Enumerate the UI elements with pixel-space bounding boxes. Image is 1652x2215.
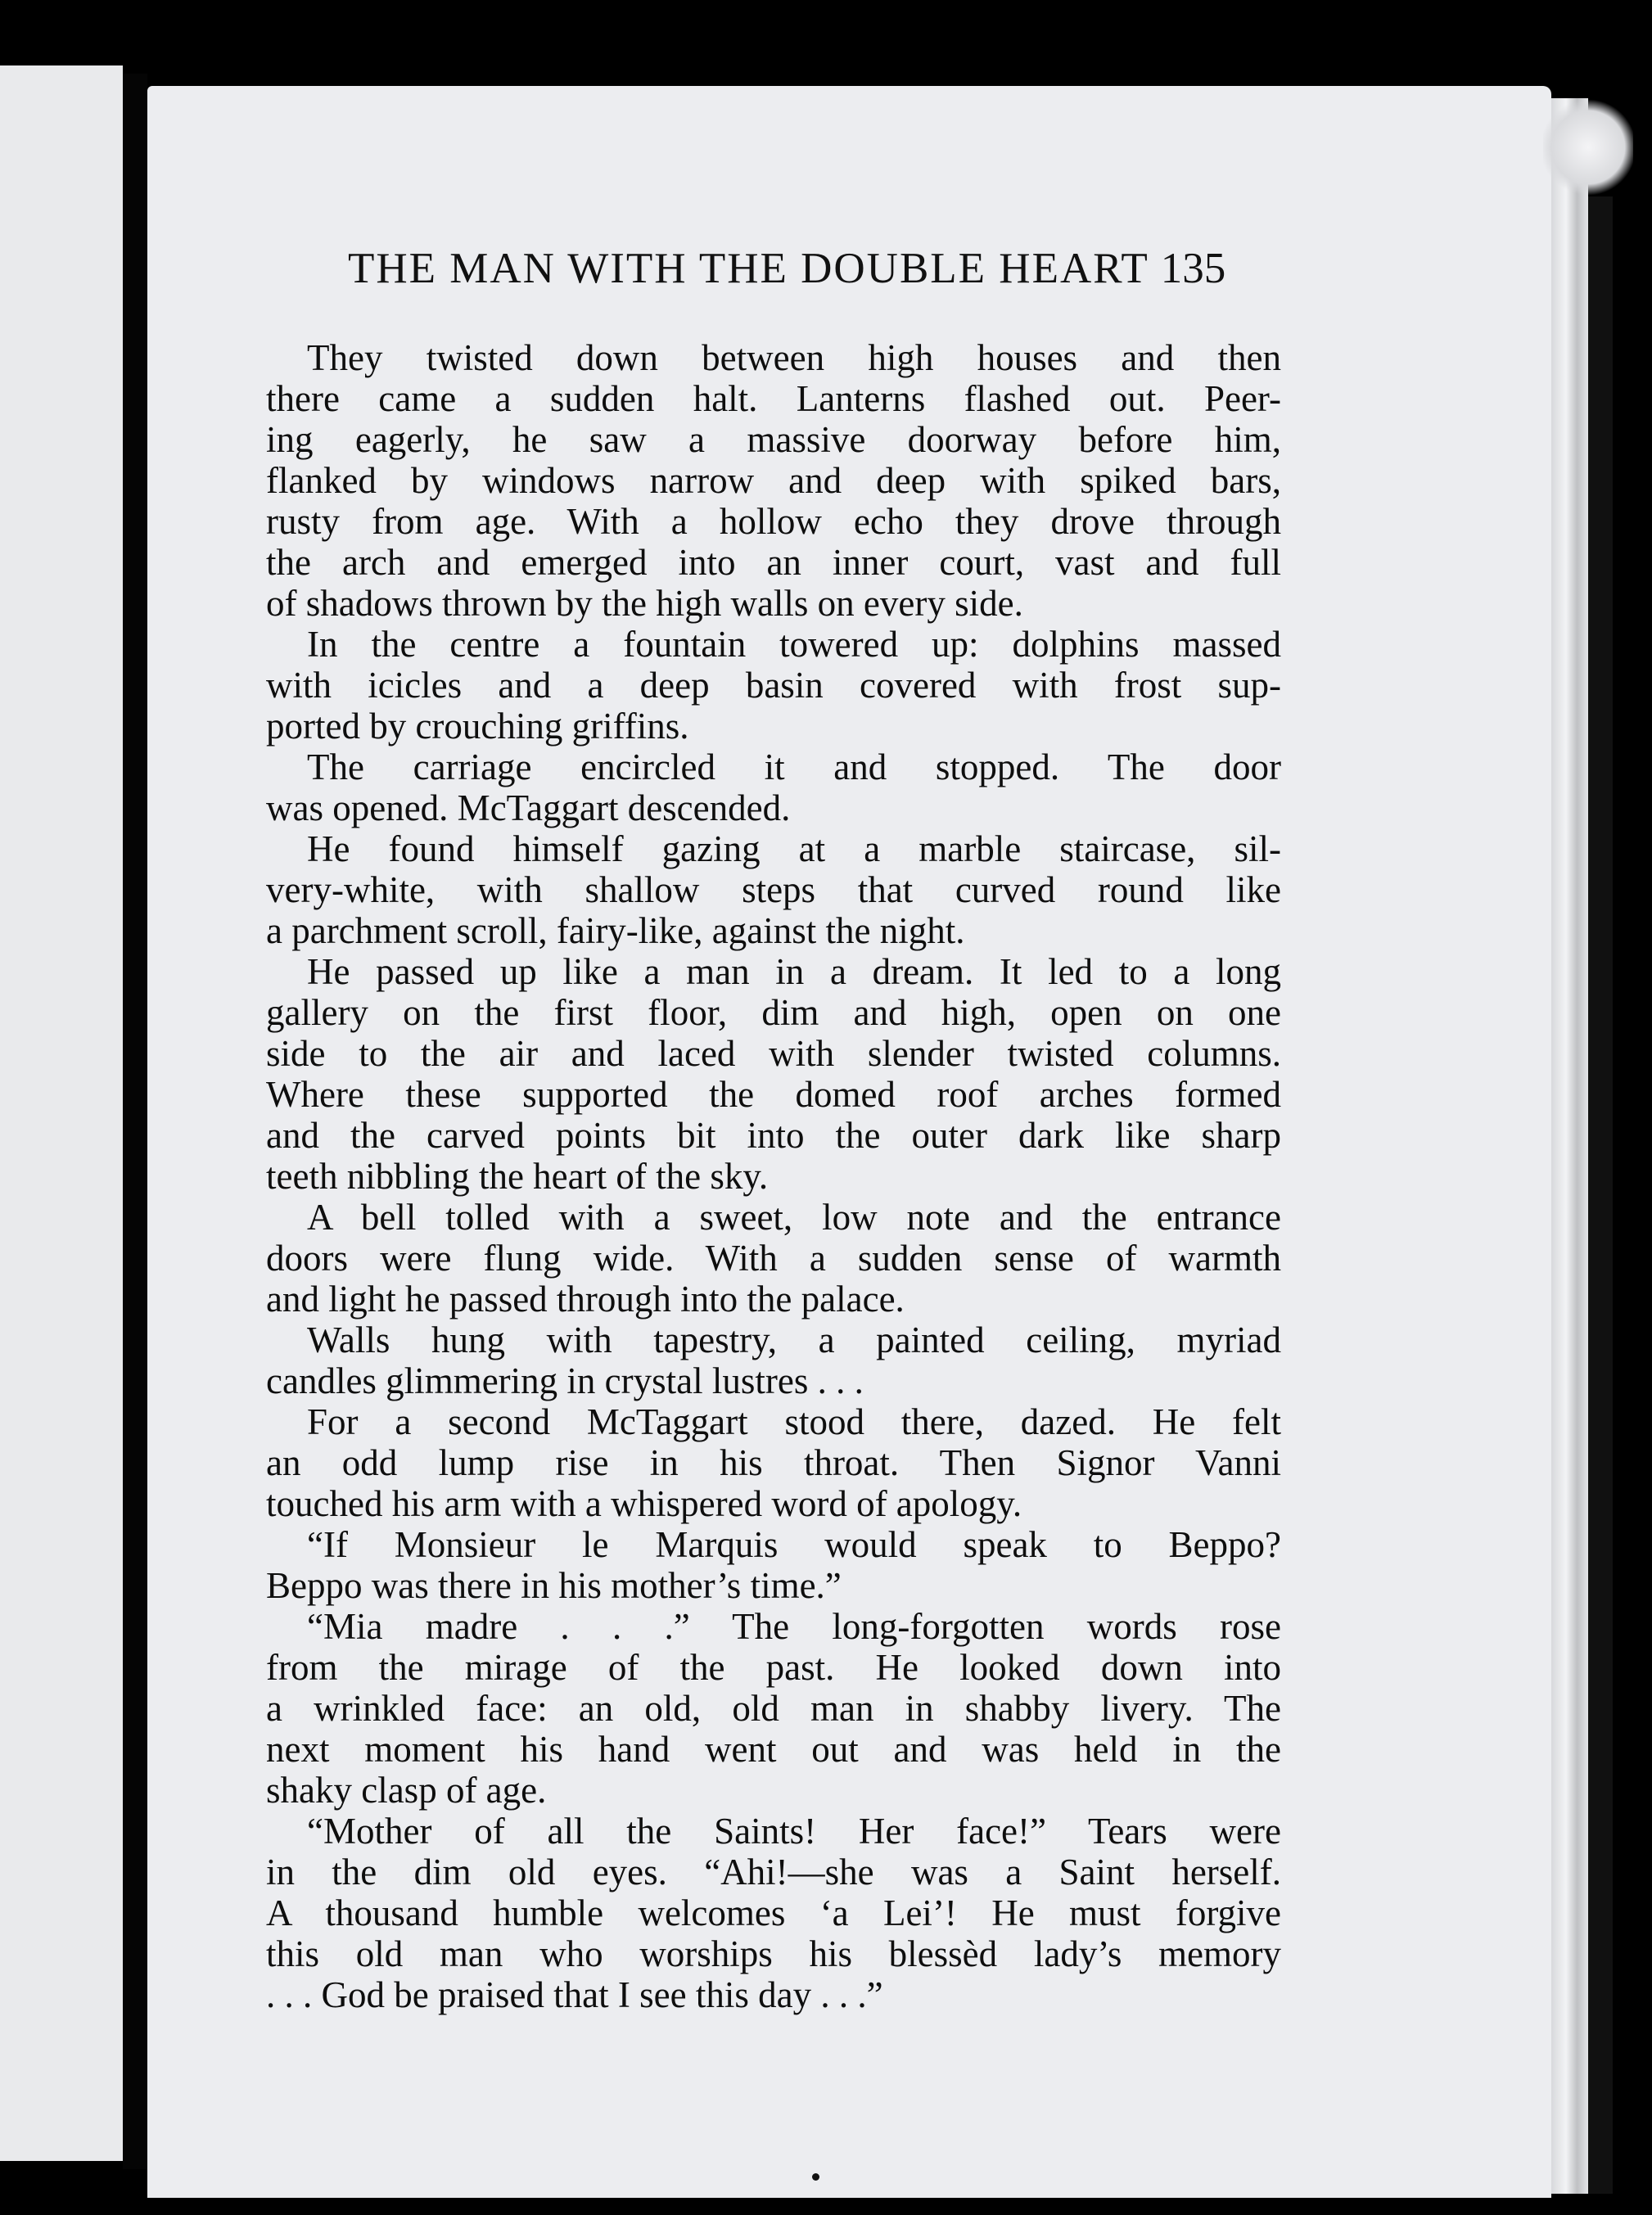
text-line: For a second McTaggart stood there, dazed. He felt xyxy=(307,1401,1281,1442)
text-line: He found himself gazing at a marble staircase, sil- xyxy=(307,828,1281,869)
text-line: the arch and emerged into an inner court, vast and full xyxy=(266,542,1281,583)
text-line: A thousand humble welcomes ‘a Lei’! He must forgive xyxy=(266,1892,1281,1933)
text-line: . . . God be praised that I see this day . . .” xyxy=(266,1974,883,2015)
text-line: there came a sudden halt. Lanterns flashed out. Peer- xyxy=(266,378,1281,419)
text-line: Beppo was there in his mother’s time.” xyxy=(266,1565,842,1606)
text-line: and light he passed through into the palace. xyxy=(266,1279,905,1320)
text-line: ported by crouching griffins. xyxy=(266,706,689,747)
text-line: from the mirage of the past. He looked down into xyxy=(266,1647,1281,1688)
page-corner-damage xyxy=(1543,98,1633,196)
text-line: The carriage encircled it and stopped. The door xyxy=(307,747,1281,787)
text-line: “Mother of all the Saints! Her face!” Tears were xyxy=(307,1811,1281,1852)
text-line: touched his arm with a whispered word of apology. xyxy=(266,1483,1022,1524)
book-cover-edge xyxy=(1588,196,1613,2194)
text-line: in the dim old eyes. “Ahi!—she was a Saint herself. xyxy=(266,1852,1281,1892)
page-number: 135 xyxy=(1160,245,1226,292)
text-line: candles glimmering in crystal lustres . . . xyxy=(266,1360,864,1401)
text-line: teeth nibbling the heart of the sky. xyxy=(266,1156,769,1197)
text-line: and the carved points bit into the outer dark like sharp xyxy=(266,1115,1281,1156)
printer-mark xyxy=(812,2173,819,2181)
text-line: “Mia madre . . .” The long-forgotten words rose xyxy=(307,1606,1281,1647)
running-head-title: THE MAN WITH THE DOUBLE HEART xyxy=(348,245,1149,292)
text-line: “If Monsieur le Marquis would speak to Beppo? xyxy=(307,1524,1281,1565)
text-line: a wrinkled face: an old, old man in shabby livery. The xyxy=(266,1688,1281,1729)
text-line: doors were flung wide. With a sudden sense of warmth xyxy=(266,1238,1281,1279)
text-line: very-white, with shallow steps that curved round like xyxy=(266,869,1281,910)
text-line: A bell tolled with a sweet, low note and the entrance xyxy=(307,1197,1281,1238)
text-line: an odd lump rise in his throat. Then Signor Vanni xyxy=(266,1442,1281,1483)
text-line: He passed up like a man in a dream. It led to a long xyxy=(307,951,1281,992)
page-edge-stack xyxy=(1551,98,1588,2194)
text-line: next moment his hand went out and was held in the xyxy=(266,1729,1281,1770)
text-line: In the centre a fountain towered up: dolphins massed xyxy=(307,624,1281,665)
book-gutter xyxy=(123,74,147,2169)
text-line: side to the air and laced with slender twisted columns. xyxy=(266,1033,1281,1074)
text-line: They twisted down between high houses and then xyxy=(307,337,1281,378)
text-line: Where these supported the domed roof arches formed xyxy=(266,1074,1281,1115)
text-line: this old man who worships his blessèd lady’s memory xyxy=(266,1933,1281,1974)
body-text xyxy=(266,337,1281,2015)
text-line: shaky clasp of age. xyxy=(266,1770,547,1811)
text-line: flanked by windows narrow and deep with spiked bars, xyxy=(266,460,1281,501)
facing-page-edge xyxy=(0,65,123,2161)
text-line: was opened. McTaggart descended. xyxy=(266,787,791,828)
text-line: a parchment scroll, fairy-like, against the night. xyxy=(266,910,965,951)
text-line: ing eagerly, he saw a massive doorway before him, xyxy=(266,419,1281,460)
text-line: rusty from age. With a hollow echo they drove through xyxy=(266,501,1281,542)
text-line: Walls hung with tapestry, a painted ceiling, myriad xyxy=(307,1320,1281,1360)
text-line: of shadows thrown by the high walls on every side. xyxy=(266,583,1023,624)
text-line: gallery on the first floor, dim and high, open on one xyxy=(266,992,1281,1033)
text-line: with icicles and a deep basin covered with frost sup- xyxy=(266,665,1281,706)
